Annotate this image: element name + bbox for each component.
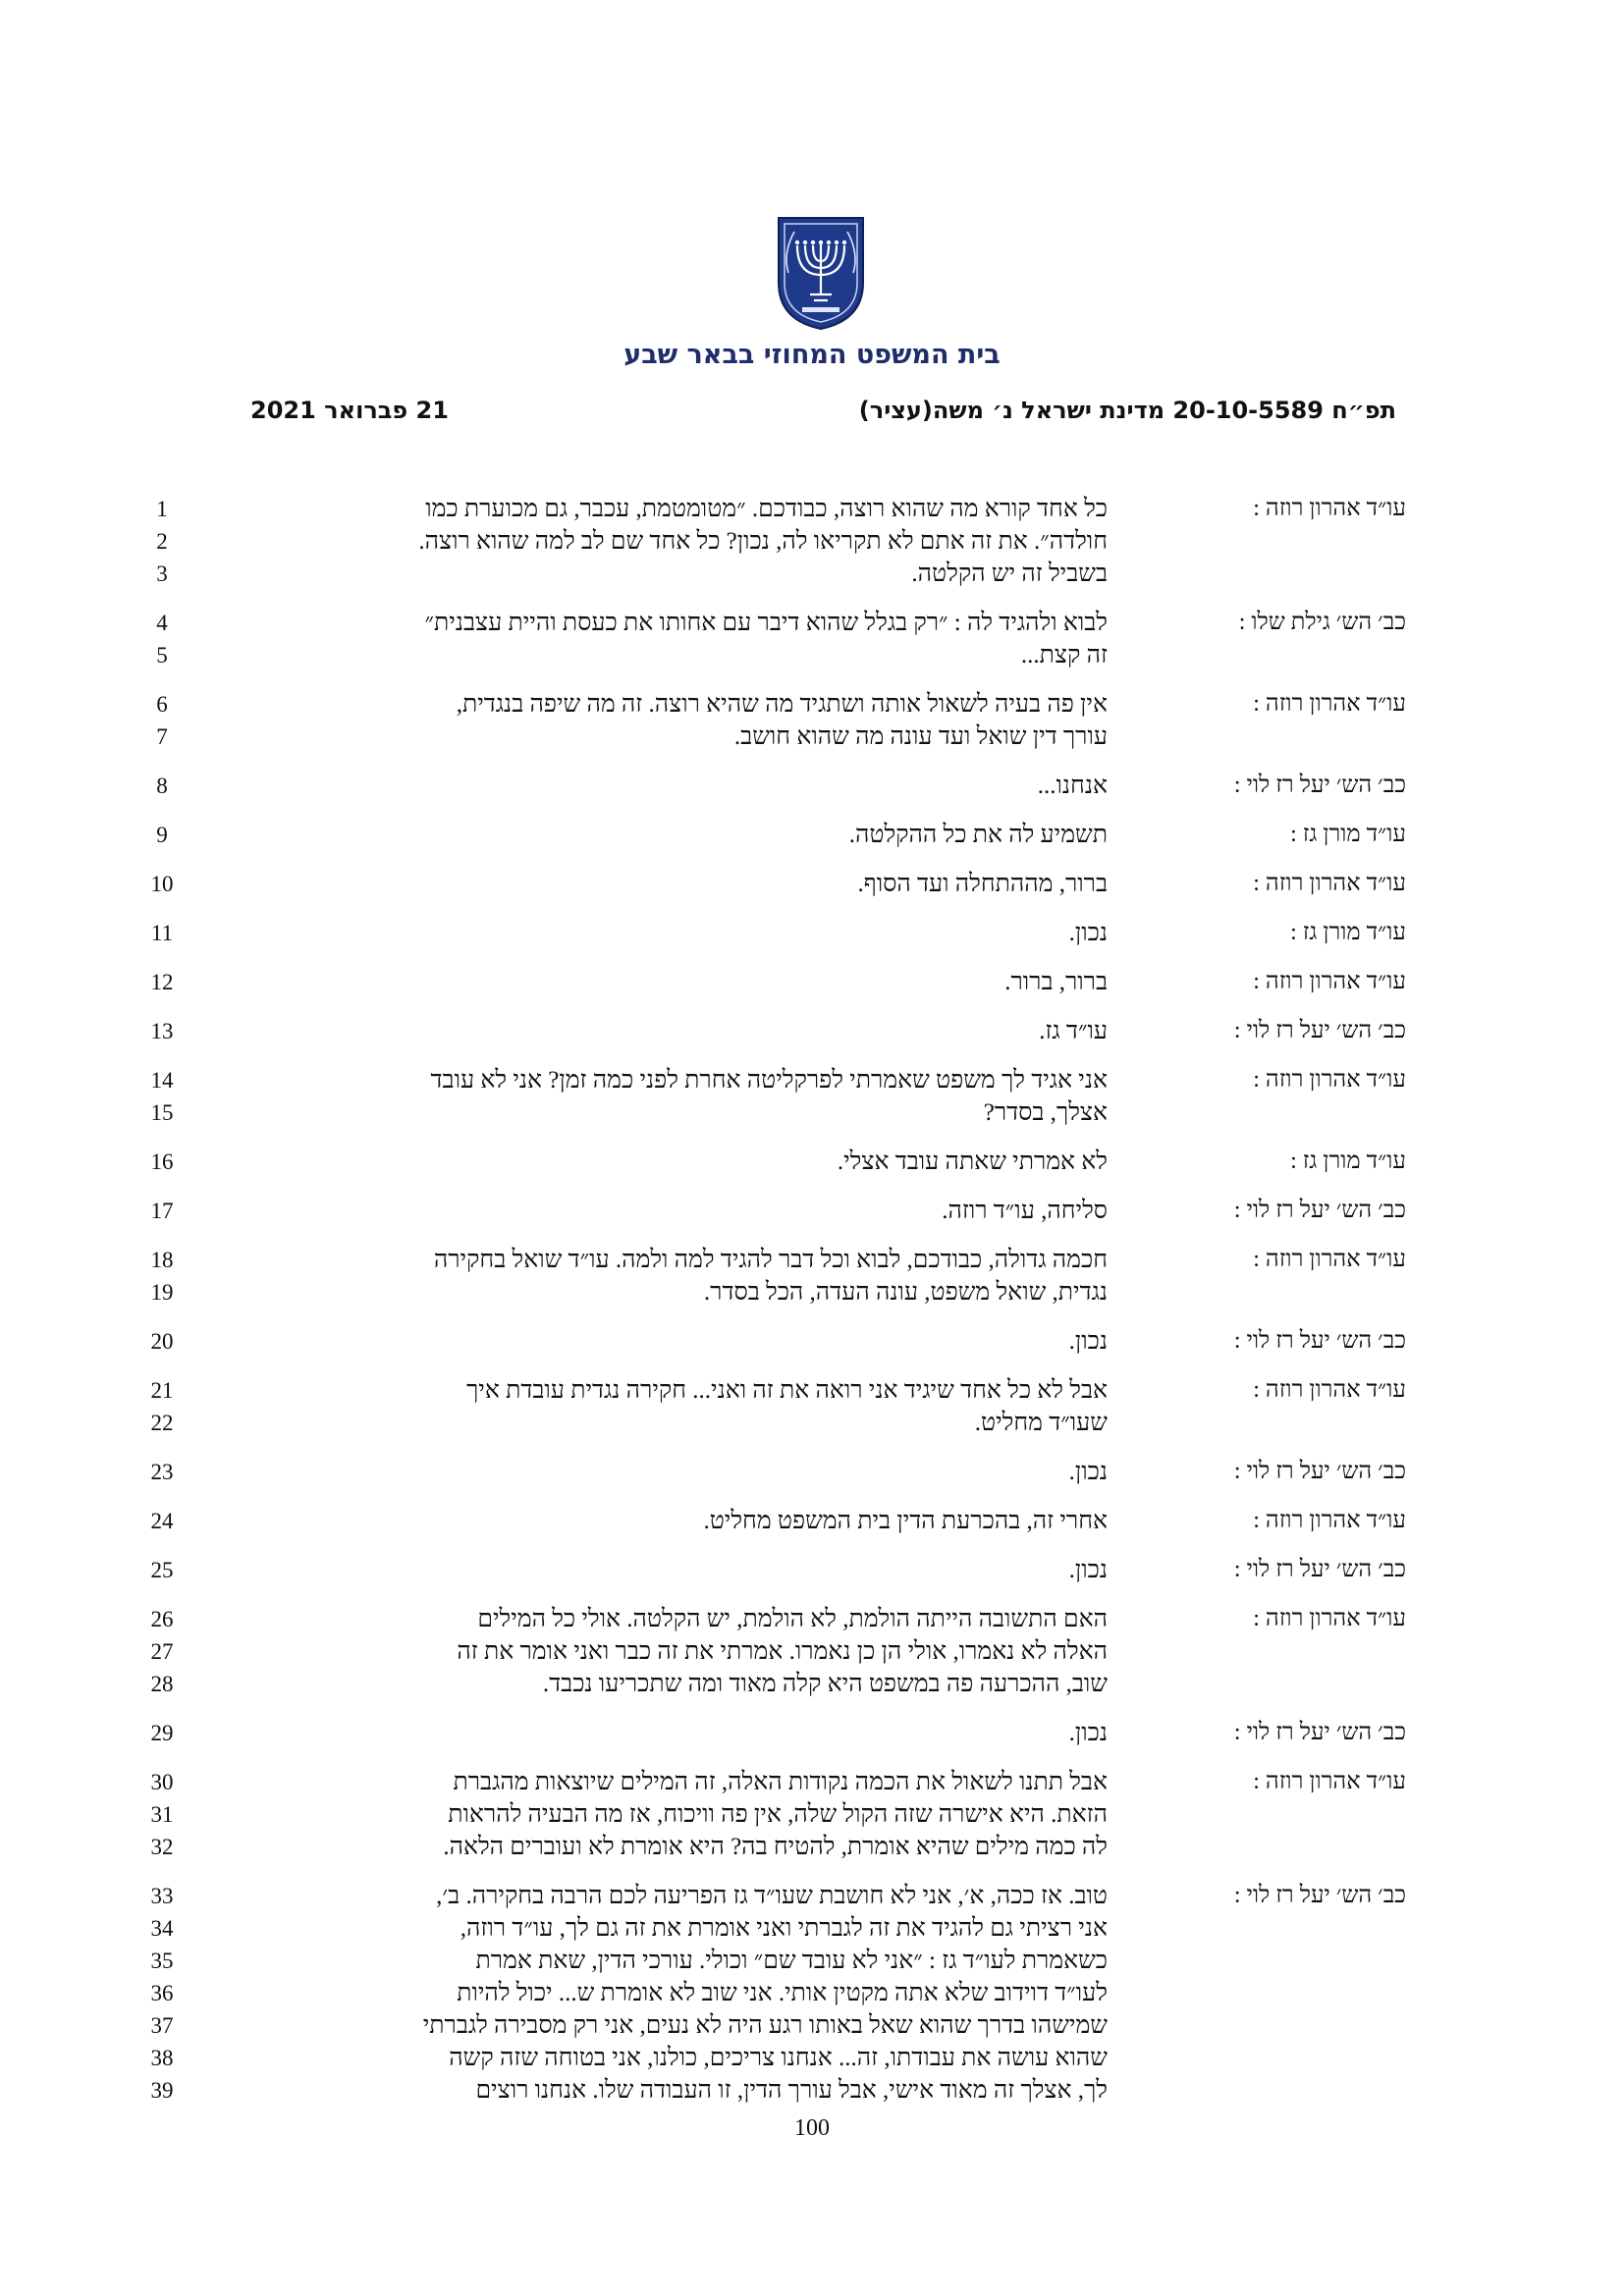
speaker-name: עו״ד אהרון רוזה : <box>1253 1067 1406 1093</box>
speech-text <box>234 607 1108 671</box>
line-number: 29 <box>150 1721 174 1745</box>
transcript-entry <box>0 688 1624 753</box>
transcript-entry <box>0 1603 1624 1700</box>
transcript-entry <box>0 1195 1624 1227</box>
speech-text <box>234 819 1108 851</box>
line-number: 25 <box>150 1558 174 1582</box>
speaker-name: עו״ד אהרון רוזה : <box>1253 969 1406 994</box>
speech-text <box>234 1554 1108 1586</box>
line-number: 11 <box>150 921 174 945</box>
speech-text <box>234 1880 1108 2107</box>
speech-line: שהוא עושה את עבודתו, זה... אנחנו צריכים, כולנו, אני בטוחה שזה קשה <box>449 2045 1108 2071</box>
line-numbers <box>137 493 187 590</box>
line-number: 38 <box>150 2046 174 2070</box>
speech-line: כשאמרת לעו״ד גז : ״אני לא עובד שם״ וכולי. עורכי הדין, שאת אמרת <box>475 1948 1108 1974</box>
speech-line: שמישהו בדרך שהוא שאל באותו רגע היה לא נעים, אני רק מסבירה לגברתי <box>422 2012 1108 2039</box>
transcript-entry <box>0 493 1624 590</box>
speech-text <box>234 1505 1108 1537</box>
speaker-name: כב׳ הש׳ גילת שלו : <box>1238 610 1406 635</box>
speaker-name: עו״ד מורן גז : <box>1290 1148 1406 1174</box>
speech-line: לא אמרתי שאתה עובד אצלי. <box>837 1148 1108 1175</box>
speaker-name: כב׳ הש׳ יעל רז לוי : <box>1233 773 1406 798</box>
speech-text <box>234 966 1108 998</box>
speaker-name: כב׳ הש׳ יעל רז לוי : <box>1233 1557 1406 1582</box>
line-number: 24 <box>150 1509 174 1533</box>
line-number: 10 <box>150 872 174 896</box>
line-number: 36 <box>150 1981 174 2005</box>
speaker-name: עו״ד אהרון רוזה : <box>1253 1508 1406 1533</box>
line-number: 2 <box>156 529 168 554</box>
line-number: 30 <box>150 1770 174 1794</box>
court-name: בית המשפט המחוזי בבאר שבע <box>623 340 1001 370</box>
speech-line: האלה לא נאמרו, אולי הן כן נאמרו. אמרתי את זה כבר ואני אומר את זה <box>457 1638 1108 1665</box>
speech-line: כל אחד קורא מה שהוא רוצה, כבודכם. ״מטומטמת, עכבר, גם מכוערת כמו <box>425 496 1108 522</box>
speech-text <box>234 1717 1108 1749</box>
line-number: 12 <box>150 970 174 994</box>
line-number: 28 <box>150 1672 174 1696</box>
line-number: 35 <box>150 1949 174 1973</box>
line-numbers <box>137 966 187 998</box>
line-numbers <box>137 1325 187 1358</box>
line-number: 18 <box>150 1248 174 1272</box>
speech-text <box>234 1015 1108 1047</box>
speech-text <box>234 1603 1108 1700</box>
speech-line: אבל לא כל אחד שיגיד אני רואה את זה ואני... חקירה נגדית עובדת איך <box>466 1377 1108 1404</box>
line-number: 5 <box>156 643 168 667</box>
speech-text <box>234 1456 1108 1488</box>
speech-line: נכון. <box>1068 920 1108 946</box>
speaker-name: עו״ד אהרון רוזה : <box>1253 871 1406 896</box>
case-title: תפ״ח 20-10-5589 מדינת ישראל נ׳ משה(עציר) <box>858 397 1396 424</box>
speech-line: נכון. <box>1068 1557 1108 1583</box>
line-numbers <box>137 868 187 900</box>
transcript-entry <box>0 917 1624 949</box>
line-number: 22 <box>150 1411 174 1435</box>
speech-line: אבל תתנו לשאול את הכמה נקודות האלה, זה המילים שיוצאות מהגברת <box>453 1769 1108 1795</box>
line-number: 6 <box>156 692 168 717</box>
speech-line: חולדה״. את זה אתם לא תקריאו לה, נכון? כל אחד שם לב למה שהוא רוצה. <box>418 528 1108 555</box>
page-number: 100 <box>794 2115 830 2141</box>
transcript-entry <box>0 1456 1624 1488</box>
speech-line: האם התשובה הייתה הולמת, לא הולמת, יש הקלטה. אולי כל המילים <box>477 1606 1108 1632</box>
speech-line: ברור, ברור. <box>1004 969 1108 995</box>
line-numbers <box>137 607 187 671</box>
line-numbers <box>137 1064 187 1129</box>
transcript-entry <box>0 1015 1624 1047</box>
line-number: 39 <box>150 2078 174 2103</box>
speech-text <box>234 493 1108 590</box>
line-numbers <box>137 1717 187 1749</box>
speech-line: עו״ד גז. <box>1039 1018 1108 1044</box>
speech-line: נכון. <box>1068 1720 1108 1746</box>
transcript-entry <box>0 1244 1624 1308</box>
speech-text <box>234 1244 1108 1308</box>
transcript-entry <box>0 1146 1624 1178</box>
line-number: 17 <box>150 1199 174 1223</box>
speech-line: לעו״ד דוידוב שלא אתה מקטין אותי. אני שוב לא אומרת ש... יכול להיות <box>457 1980 1108 2006</box>
line-number: 26 <box>150 1607 174 1631</box>
speech-line: אני רציתי גם להגיד את זה לגברתי ואני אומרת את זה גם לך, עו״ד רוזה, <box>460 1915 1108 1942</box>
speech-line: חכמה גדולה, כבודכם, לבוא וכל דבר להגיד למה ולמה. עו״ד שואל בחקירה <box>433 1247 1108 1273</box>
speech-text <box>234 688 1108 753</box>
speech-line: אצלך, בסדר? <box>983 1099 1108 1126</box>
speech-text <box>234 868 1108 900</box>
speech-line: נגדית, שואל משפט, עונה העדה, הכל בסדר. <box>703 1279 1108 1306</box>
speech-line: לבוא ולהגיד לה : ״רק בגלל שהוא דיבר עם אחותו את כעסת והיית עצבנית״ <box>424 610 1108 636</box>
line-number: 8 <box>156 774 168 798</box>
line-numbers <box>137 819 187 851</box>
speech-line: שוב, ההכרעה פה במשפט היא קלה מאוד ומה שתכריעו נכבד. <box>542 1671 1108 1697</box>
speech-line: סליחה, עו״ד רוזה. <box>942 1198 1108 1224</box>
speaker-name: כב׳ הש׳ יעל רז לוי : <box>1233 1018 1406 1043</box>
speaker-name: עו״ד אהרון רוזה : <box>1253 1247 1406 1272</box>
line-number: 3 <box>156 561 168 586</box>
hearing-date: 21 פברואר 2021 <box>250 397 449 424</box>
speech-line: שעו״ד מחליט. <box>974 1410 1108 1436</box>
speech-text <box>234 1766 1108 1863</box>
line-numbers <box>137 1456 187 1488</box>
transcript-entry <box>0 770 1624 802</box>
line-number: 4 <box>156 611 168 635</box>
line-number: 34 <box>150 1916 174 1941</box>
line-numbers <box>137 1554 187 1586</box>
speech-text <box>234 1064 1108 1129</box>
line-numbers <box>137 1603 187 1700</box>
state-emblem-icon <box>773 214 869 332</box>
speech-line: לה כמה מילים שהיא אומרת, להטיח בה? היא אומרת לא ועוברים הלאה. <box>443 1834 1108 1860</box>
line-number: 16 <box>150 1149 174 1174</box>
speech-text <box>234 1325 1108 1358</box>
speaker-name: כב׳ הש׳ יעל רז לוי : <box>1233 1459 1406 1484</box>
transcript-entry <box>0 607 1624 671</box>
line-numbers <box>137 1766 187 1863</box>
speech-line: אנחנו... <box>1037 773 1108 799</box>
line-number: 13 <box>150 1019 174 1043</box>
line-number: 15 <box>150 1100 174 1125</box>
line-numbers <box>137 770 187 802</box>
line-number: 23 <box>150 1460 174 1484</box>
line-numbers <box>137 1880 187 2107</box>
transcript-entry <box>0 819 1624 851</box>
speaker-name: כב׳ הש׳ יעל רז לוי : <box>1233 1328 1406 1354</box>
line-number: 31 <box>150 1802 174 1827</box>
line-numbers <box>137 1015 187 1047</box>
transcript-entry <box>0 1064 1624 1129</box>
speech-line: תשמיע לה את כל ההקלטה. <box>848 822 1108 848</box>
speech-line: אין פה בעיה לשאול אותה ושתגיד מה שהיא רוצה. זה מה שיפה בנגדית, <box>456 691 1108 718</box>
speech-text <box>234 1146 1108 1178</box>
speech-text <box>234 1374 1108 1439</box>
transcript-entry <box>0 1554 1624 1586</box>
speech-line: טוב. אז ככה, א׳, אני לא חושבת שעו״ד גז הפריעה לכם הרבה בחקירה. ב׳, <box>436 1883 1108 1909</box>
line-numbers <box>137 688 187 753</box>
line-number: 9 <box>156 823 168 847</box>
speaker-name: כב׳ הש׳ יעל רז לוי : <box>1233 1198 1406 1223</box>
transcript-entry <box>0 1374 1624 1439</box>
speech-line: בשביל זה יש הקלטה. <box>911 561 1108 587</box>
line-number: 7 <box>156 724 168 749</box>
line-number: 27 <box>150 1639 174 1664</box>
transcript-entry <box>0 1880 1624 2107</box>
speech-line: אני אגיד לך משפט שאמרתי לפרקליטה אחרת לפני כמה זמן? אני לא עובד <box>430 1067 1108 1094</box>
speech-line: נכון. <box>1068 1459 1108 1485</box>
speaker-name: עו״ד מורן גז : <box>1290 822 1406 847</box>
line-numbers <box>137 1244 187 1308</box>
transcript-entry <box>0 868 1624 900</box>
transcript-entry <box>0 1766 1624 1863</box>
speech-line: עורך דין שואל ועד עונה מה שהוא חושב. <box>733 723 1108 750</box>
line-numbers <box>137 1146 187 1178</box>
speech-text <box>234 917 1108 949</box>
line-numbers <box>137 1505 187 1537</box>
speaker-name: עו״ד אהרון רוזה : <box>1253 1606 1406 1631</box>
speaker-name: עו״ד מורן גז : <box>1290 920 1406 945</box>
line-number: 21 <box>150 1378 174 1403</box>
speaker-name: עו״ד אהרון רוזה : <box>1253 496 1406 521</box>
speech-line: לך, אצלך זה מאוד אישי, אבל עורך הדין, זו העבודה שלו. אנחנו רוצים <box>475 2077 1108 2104</box>
speaker-name: עו״ד אהרון רוזה : <box>1253 691 1406 717</box>
line-number: 37 <box>150 2013 174 2038</box>
line-number: 1 <box>156 497 168 521</box>
transcript-entry <box>0 966 1624 998</box>
transcript-entry <box>0 1505 1624 1537</box>
speech-line: הזאת. היא אישרה שזה הקול שלה, אין פה וויכוח, אז מה הבעיה להראות <box>448 1801 1108 1828</box>
speaker-name: עו״ד אהרון רוזה : <box>1253 1769 1406 1794</box>
transcript-entry <box>0 1717 1624 1749</box>
transcript-entry <box>0 1325 1624 1358</box>
line-number: 14 <box>150 1068 174 1093</box>
speech-line: זה קצת... <box>1020 642 1108 668</box>
line-number: 33 <box>150 1884 174 1908</box>
line-number: 32 <box>150 1835 174 1859</box>
speech-line: אחרי זה, בהכרעת הדין בית המשפט מחליט. <box>703 1508 1108 1534</box>
line-numbers <box>137 1374 187 1439</box>
speech-line: נכון. <box>1068 1328 1108 1355</box>
speaker-name: כב׳ הש׳ יעל רז לוי : <box>1233 1720 1406 1745</box>
speech-line: ברור, מההתחלה ועד הסוף. <box>857 871 1108 897</box>
line-number: 19 <box>150 1280 174 1305</box>
speaker-name: עו״ד אהרון רוזה : <box>1253 1377 1406 1403</box>
speech-text <box>234 1195 1108 1227</box>
speaker-name: כב׳ הש׳ יעל רז לוי : <box>1233 1883 1406 1908</box>
speech-text <box>234 770 1108 802</box>
line-numbers <box>137 1195 187 1227</box>
line-number: 20 <box>150 1329 174 1354</box>
line-numbers <box>137 917 187 949</box>
